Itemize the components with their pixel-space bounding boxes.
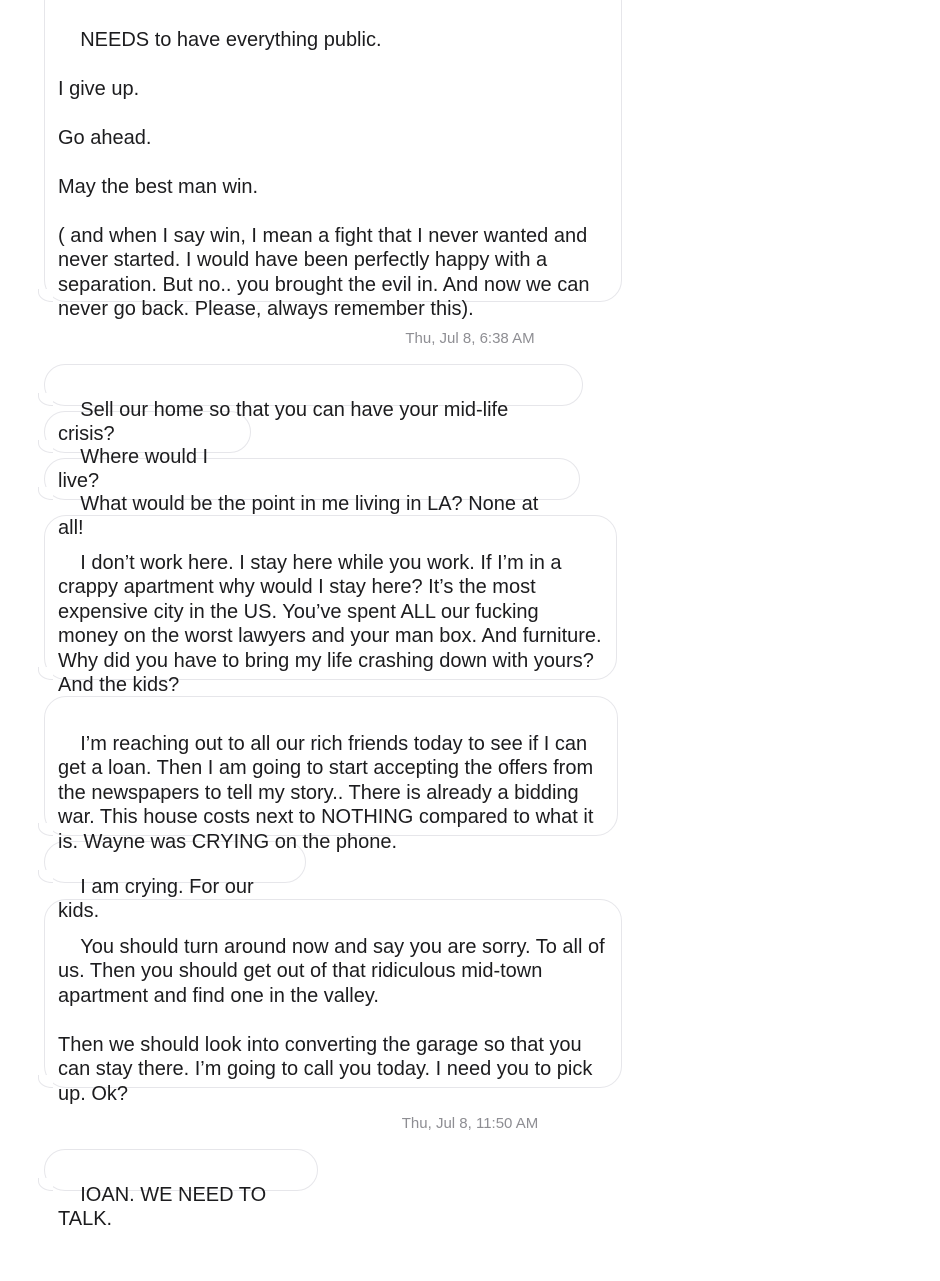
timestamp-text: Thu, Jul 8, 6:38 AM (405, 330, 535, 347)
message-text: You should turn around now and say you are sorry. To all of us. Then you should get out of that ridiculous mid-town apartment and find one in the valley. Then we should look into converting the garage so that you can stay there. I’m going to call you today. I need you to pick up. Ok? (58, 935, 605, 1105)
bubble-tail (38, 870, 53, 883)
bubble-tail (38, 1075, 53, 1088)
message-text: What would be the point in me living in LA? None at all! (58, 492, 544, 539)
bubble-tail (38, 487, 53, 500)
message-text: Where would I live? (58, 445, 214, 492)
timestamp-text: Thu, Jul 8, 11:50 AM (401, 1115, 539, 1132)
bubble-tail (38, 289, 53, 302)
bubble-tail (38, 440, 53, 453)
bubble-tail (38, 393, 53, 406)
timestamp (0, 330, 940, 347)
bubble-tail (38, 823, 53, 836)
received-message-bubble[interactable] (44, 1149, 318, 1230)
message-text: I’m reaching out to all our rich friends today to see if I can get a loan. Then I am going to start accepting the offers from the newspapers to tell my story.. There is already a bidding war. This house costs next to NOTHING compared to what it is. Wayne was CRYING on the phone. (58, 732, 599, 853)
received-message-bubble[interactable] (44, 696, 618, 853)
message-text: I don’t work here. I stay here while you work. If I’m in a crappy apartment why would I stay here? It’s the most expensive city in the US. You’ve spent ALL our fucking money on the worst lawyers and your man box. And furniture. Why did you have to bring my life crashing down with yours? And the kids? (58, 551, 608, 696)
received-message-bubble[interactable] (44, 515, 617, 696)
received-message-bubble[interactable] (44, 0, 622, 320)
bubble-tail (38, 1178, 53, 1191)
message-text: NEEDS to have everything public. I give up. Go ahead. May the best man win. ( and when I say win, I mean a fight that I never wanted and never started. I would have been perfectly happy with a separation. But no.. you brought the evil in. And now we can never go back. Please, always remember this). (58, 28, 590, 320)
received-message-bubble[interactable] (44, 364, 583, 445)
message-text: I am crying. For our kids. (58, 875, 260, 922)
message-text: IOAN. WE NEED TO TALK. (58, 1183, 272, 1230)
message-text: Sell our home so that you can have your mid-life crisis? (58, 398, 514, 445)
timestamp (0, 1115, 940, 1132)
received-message-bubble[interactable] (44, 899, 622, 1105)
bubble-tail (38, 667, 53, 680)
